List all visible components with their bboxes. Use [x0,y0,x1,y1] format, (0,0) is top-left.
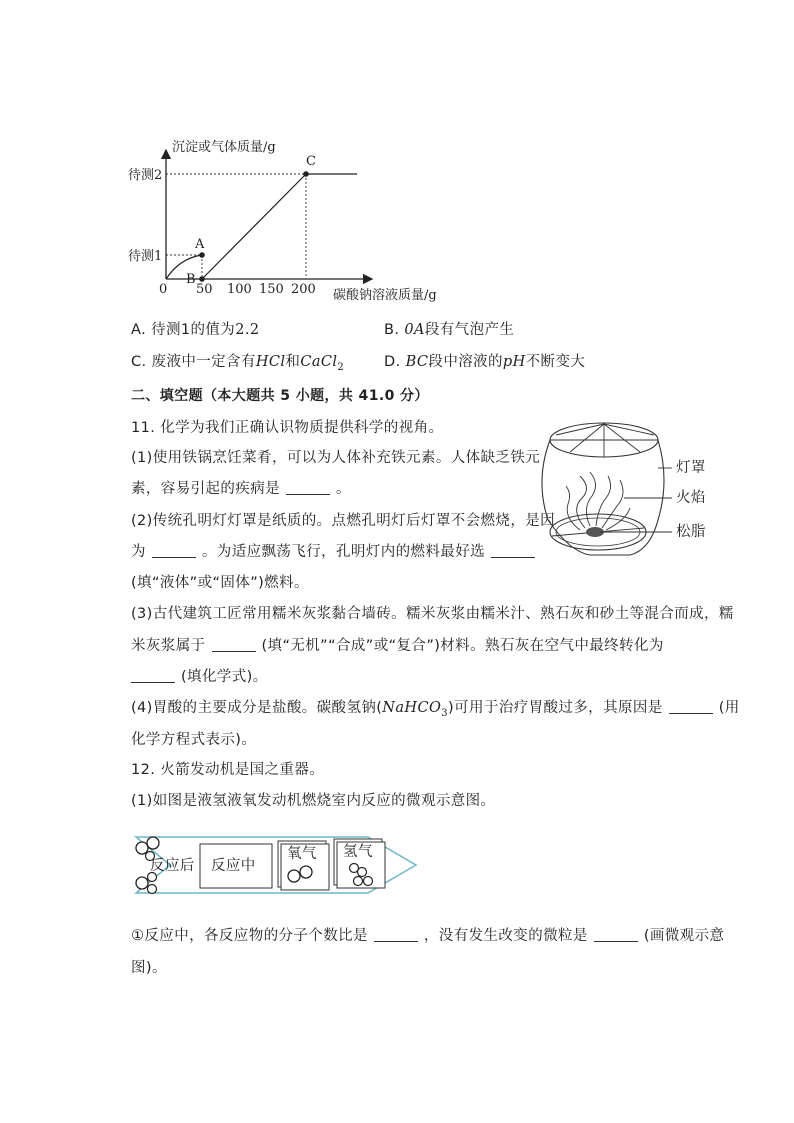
mass-graph [0,0,794,310]
q11-p3c: (填化学式)。 [131,667,268,687]
x-tick-0: 0 [159,282,168,297]
y-axis-label: 沉淀或气体质量/g [172,140,276,155]
label-oxygen: 氧气 [287,846,317,862]
q11-p1a: (1)使用铁锅烹饪菜肴，可以为人体补充铁元素。人体缺乏铁元 [131,450,541,466]
label-flame: 火焰 [676,490,706,506]
q11-p3b: 米灰浆属于 (填“无机”“合成”或“复合”)材料。熟石灰在空气中最终转化为 [131,638,664,654]
answer-blank[interactable] [491,543,535,558]
q12-sub1-end: 图)。 [131,960,167,976]
label-after-reaction: 反应后 [150,858,195,874]
answer-blank[interactable] [152,543,196,558]
precipitate-line [202,174,306,279]
answer-blank[interactable] [594,927,638,942]
option-c: C. 废液中一定含有HCl和CaCl$_2$ [131,354,345,373]
q11-p2a: (2)传统孔明灯灯罩是纸质的。点燃孔明灯后灯罩不会燃烧，是因 [131,513,556,529]
answer-blank[interactable] [374,927,418,942]
point-c [303,171,309,177]
answer-blank[interactable] [286,480,330,495]
option-b: B. 0A段有气泡产生 [384,322,515,338]
q11-p3a: (3)古代建筑工匠常用糯米灰浆黏合墙砖。糯米灰浆由糯米汁、熟石灰和砂土等混合而成，糯 [131,606,734,622]
option-a: A. 待测1的值为2.2 [131,322,260,338]
section-heading: 二、填空题（本大题共 5 小题，共 41.0 分） [131,388,429,404]
q12-stem: 12. 火箭发动机是国之重器。 [131,762,325,778]
option-d: D. BC段中溶液的pH不断变大 [384,354,586,370]
y-tick-1: 待测1 [128,249,163,264]
label-rosin: 松脂 [676,524,706,540]
q12-p1: (1)如图是液氢液氧发动机燃烧室内反应的微观示意图。 [131,793,496,809]
q11-p4b: 化学方程式表示)。 [131,732,257,748]
x-tick-100: 100 [227,282,252,297]
q11-p4a: (4)胃酸的主要成分是盐酸。碳酸氢钠(NaHCO$_3$)可用于治疗胃酸过多，其原因是 (用 [131,700,740,719]
x-tick-200: 200 [291,282,316,297]
y-tick-2: 待测2 [128,168,163,183]
point-b [199,276,205,282]
label-lampshade: 灯罩 [676,460,706,476]
label-a: A [195,237,205,252]
q11-stem: 11. 化学为我们正确认识物质提供科学的视角。 [131,420,444,436]
q11-p2c: (填“液体”或“固体”)燃料。 [131,575,309,591]
answer-blank[interactable] [212,637,256,652]
x-tick-150: 150 [259,282,284,297]
point-a [199,252,205,258]
q12-sub1: ①反应中，各反应物的分子个数比是 ，没有发生改变的微粒是 (画微观示意 [131,928,725,944]
label-during-reaction: 反应中 [211,858,256,874]
label-b: B [186,272,196,287]
gas-curve [166,255,202,279]
label-hydrogen: 氢气 [343,844,373,860]
answer-blank[interactable] [131,668,175,683]
answer-blank[interactable] [669,699,713,714]
label-c: C [306,154,316,169]
x-tick-50: 50 [196,282,213,297]
q11-p2b: 为 。为适应飘荡飞行，孔明灯内的燃料最好选 [131,542,541,562]
x-axis-label: 碳酸钠溶液质量/g [333,288,437,303]
q11-p1b: 素，容易引起的疾病是 。 [131,481,351,497]
